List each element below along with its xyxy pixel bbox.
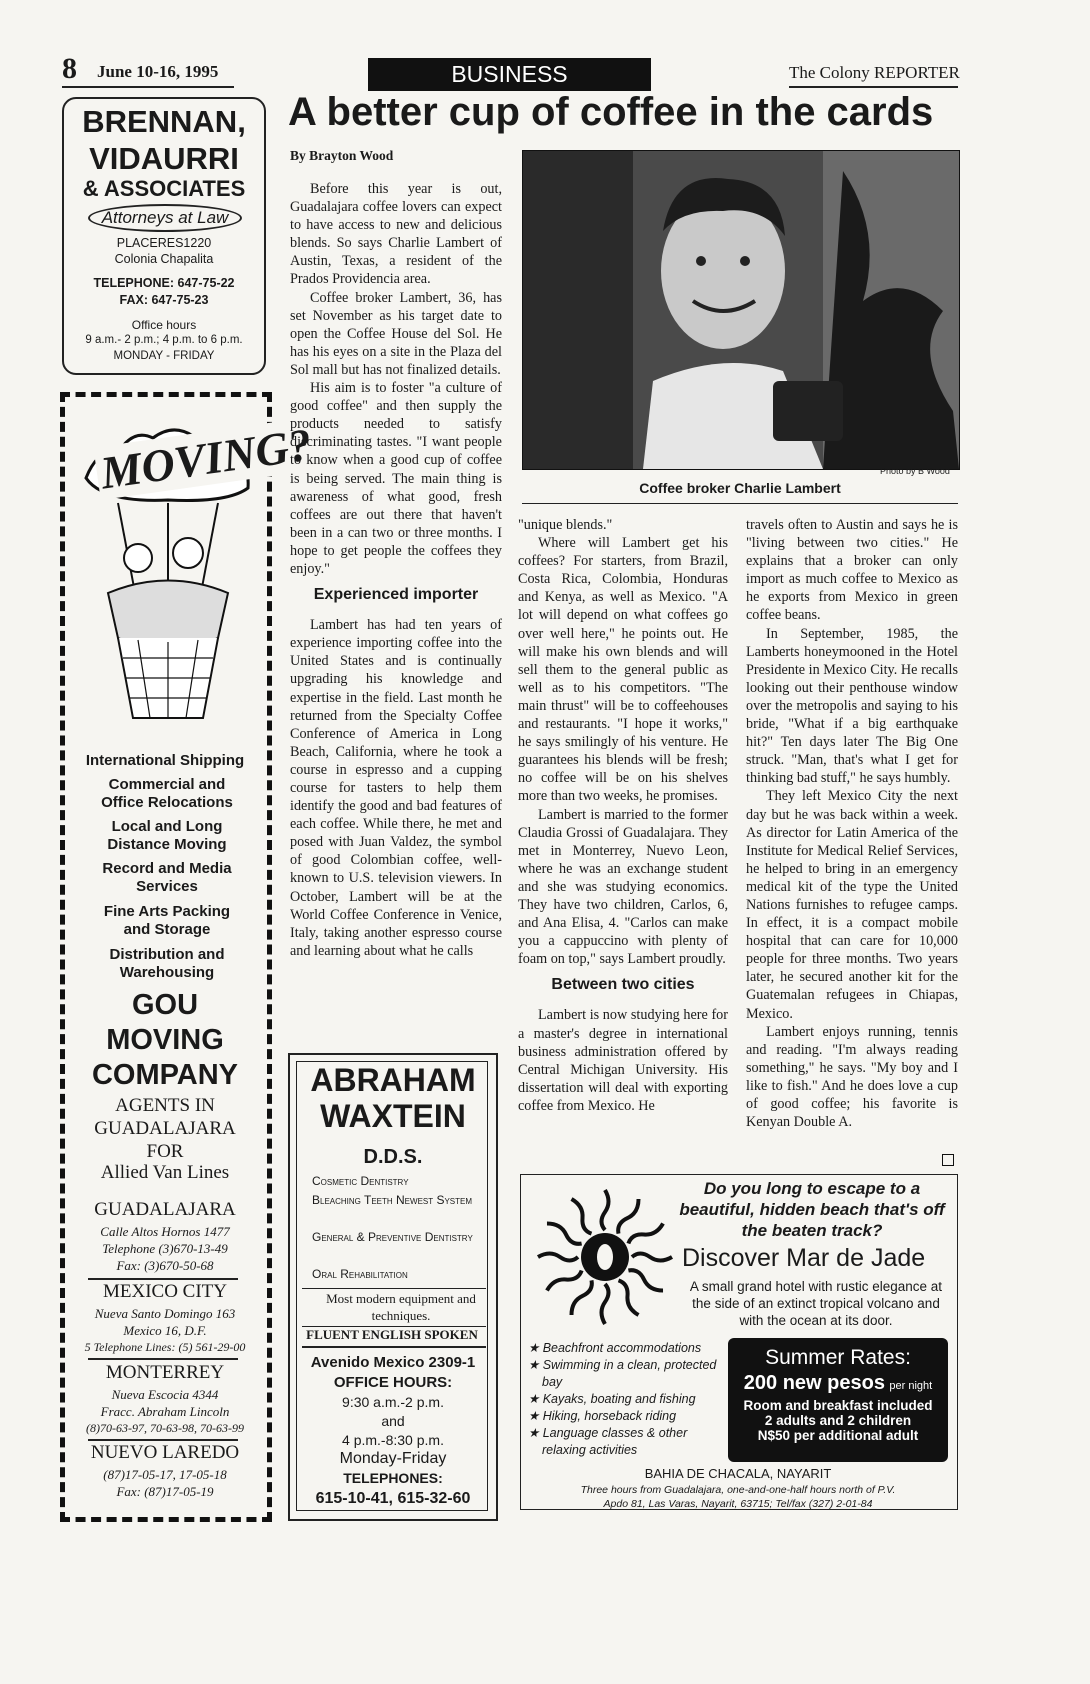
summer-rates-box [728, 1338, 948, 1462]
office-monterrey-line: Fracc. Abraham Lincoln [100, 1404, 230, 1419]
jade-headline: Do you long to escape to a beautiful, hidden beach that's off the beaten track? [679, 1179, 945, 1240]
rates-price-line [728, 1372, 948, 1395]
jade-feature [528, 1340, 724, 1459]
brennan-days: MONDAY - FRIDAY [113, 350, 215, 362]
jade-description: A small grand hotel with rustic elegance at the side of an extinct tropical volcano and with the ocean at its door. [689, 1279, 943, 1328]
brennan-hours-label: Office hours [131, 318, 197, 332]
brennan-line1: BRENNAN, [82, 104, 246, 139]
article-column-3 [746, 516, 958, 1131]
end-mark-icon [942, 1154, 954, 1166]
subhead-experienced-importer: Experienced importer [313, 586, 479, 604]
paragraph: In September, 1985, the Lamberts honeymooned in the Hotel Presidente in Mexico City. He recalls looking out their penthouse window over the metropolis and saying to his bride, "What if a big earthquake hit?" Ten days later The Big One struck. "Man, that's what I get for thinking bad stuff," he says humbly. [746, 625, 958, 787]
office-mexico-city: MEXICO CITY [102, 1281, 228, 1302]
waxtein-service: Cosmetic Dentistry [312, 1174, 409, 1188]
jade-location: BAHIA DE CHACALA, NAYARIT [644, 1466, 832, 1481]
office-nuevo-laredo-line: (87)17-05-17, 17-05-18 [103, 1467, 227, 1482]
jade-title: Discover Mar de Jade [682, 1244, 926, 1272]
jade-directions: Three hours from Guadalajara, one-and-one-half hours north of P.V. [580, 1484, 896, 1496]
waxtein-hours-title: OFFICE HOURS: [333, 1374, 453, 1391]
office-monterrey-city: MONTERREY [105, 1362, 225, 1383]
headline: A better cup of coffee in the cards [288, 90, 934, 134]
paragraph: Lambert has had ten years of experience importing coffee into the United States and is continually upgrading his knowledge and expertise in the field. Last month he returned from the Specialty Coffee Conference of America in Long Beach, California, where he took a course in espresso and a cupping course for tasters to help them identify the good and bad features of each coffee. While there, he met and posed with Juan Valdez, the symbol of good Colombian coffee, well-known to U.S. television viewers. In October, Lambert will be at the World Coffee Conference in Venice, Italy, taking another espresso course and learning about what he calls [290, 617, 502, 959]
paragraph: Lambert is married to the former Claudia Grossi of Guadalajara. They met in Monterrey, Nuevo Leon, where he was an exchange student and she was studying economics. They have two children, Carlos, 6, and Ana Elisa, 4. "Carlos can make you a cappuccino with plenty of foam on top," says Lambert proudly. [518, 806, 728, 968]
waxtein-equipment: Most modern equipment and techniques. [326, 1291, 476, 1323]
jade-contact: Apdo 81, Las Varas, Nayarit, 63715; Tel/fax (327) 2-01-84 [603, 1498, 873, 1510]
paragraph: Lambert is now studying here for a master's degree in international business administration offered by Central Michigan University. His dissertation will deal with exporting coffee from Mexico. He [518, 1007, 728, 1114]
moving-allied: Allied Van Lines [100, 1162, 230, 1183]
paragraph: Lambert enjoys running, tennis and reading. "I'm always reading something," he says. "My boy and I like to fish." And he does love a cup of good coffee; his favorite is Kenyan Double A. [746, 1023, 958, 1131]
brennan-address2: Colonia Chapalita [114, 252, 214, 266]
issue-date: June 10-16, 1995 [97, 62, 219, 81]
waxtein-name1: ABRAHAM [310, 1062, 476, 1098]
feature-item: ★ Kayaks, boating and fishing [528, 1392, 696, 1406]
office-monterrey-line: Nueva Escocia 4344 [111, 1387, 219, 1402]
waxtein-and: and [381, 1413, 405, 1429]
waxtein-degree: D.D.S. [363, 1146, 423, 1168]
paragraph: travels often to Austin and says he is "living between two cities." He explains that a broker can only import as much coffee to Mexico as he exports from Mexico in green coffee beans. [746, 517, 958, 624]
office-mexico-line: Nueva Santo Domingo 163 [94, 1306, 236, 1321]
paragraph: "unique blends." [518, 517, 613, 533]
office-guadalajara-line: Telephone (3)670-13-49 [102, 1241, 228, 1256]
brennan-line2: VIDAURRI [89, 141, 239, 176]
section-banner: BUSINESS [368, 58, 651, 91]
waxtein-service: Bleaching Teeth Newest System [312, 1193, 473, 1207]
waxtein-english: FLUENT ENGLISH SPOKEN [306, 1327, 478, 1342]
rates-price: 200 new pesos [743, 1372, 885, 1394]
waxtein-address: Avenido Mexico 2309-1 [310, 1354, 476, 1371]
service-distribution: Distribution and Warehousing [109, 946, 225, 981]
photo-charlie-lambert [522, 150, 960, 470]
rates-unit: per night [889, 1380, 933, 1392]
article-column-2 [518, 516, 728, 1115]
waxtein-service: General & Preventive Dentistry [312, 1230, 473, 1244]
rates-line: 2 adults and 2 children [764, 1413, 912, 1428]
waxtein-name2: WAXTEIN [320, 1098, 466, 1134]
service-international: International Shipping [85, 752, 245, 769]
sun-logo-icon [530, 1182, 680, 1332]
office-guadalajara-line: Fax: (3)670-50-68 [116, 1258, 214, 1273]
subhead-between-two-cities: Between two cities [551, 976, 695, 994]
brennan-telephone: TELEPHONE: 647-75-22 [93, 276, 235, 290]
waxtein-tel-title: TELEPHONES: [343, 1470, 443, 1486]
moving-company-name: GOU MOVING COMPANY [91, 989, 239, 1091]
feature-item: ★ Swimming in a clean, protected bay [528, 1358, 717, 1389]
waxtein-days: Monday-Friday [339, 1450, 447, 1467]
service-local: Local and Long Distance Moving [107, 818, 227, 853]
office-monterrey-line: (8)70-63-97, 70-63-98, 70-63-99 [86, 1421, 244, 1435]
waxtein-phones: 615-10-41, 615-32-60 [315, 1490, 471, 1507]
brennan-hours: 9 a.m.- 2 p.m.; 4 p.m. to 6 p.m. [85, 334, 243, 346]
rates-line: Room and breakfast included [743, 1398, 933, 1413]
byline: By Brayton Wood [290, 148, 394, 163]
feature-item: ★ Language classes & other relaxing activities [528, 1426, 688, 1457]
paragraph: They left Mexico City the next day but he was back within a week. As director for Latin America of the Institute for Medical Relief Services, he helped to bring in an emergency medical kit of the type the United Nations furnishes to refugee camps. In effect, it is a compact mobile hospital that can care for 10,000 people for three months. Two years later, he secured another kit for the Guatemalan refugees in Chiapas, Mexico. [746, 788, 958, 1022]
paragraph: Where will Lambert get his coffees? For starters, from Brazil, Costa Rica, Colombia, Honduras and Kenya, as well as Mexico. "A lot will depend on what coffees go over well here," he points out. He will make his own blends and will sell them to the general public as well as to his competitors. "The main thrust" will be to coffeehouses and restaurants. "I hope it works," he says smilingly of his venture. He guarantees his blends will be fresh; no coffee will be on his shelves more than two weeks, he promises. [518, 535, 728, 805]
attorneys-oval: Attorneys at Law [88, 204, 242, 232]
office-mexico-line: 5 Telephone Lines: (5) 561-29-00 [84, 1340, 246, 1354]
feature-item: ★ Hiking, horseback riding [528, 1409, 677, 1423]
waxtein-hours2: 4 p.m.-8:30 p.m. [342, 1432, 444, 1448]
article-column-1 [290, 180, 502, 960]
paragraph: His aim is to foster "a culture of good coffee" and then supply the products needed to satisfy discriminating tastes. "I want people to know when a good cup of coffee is being served. The main thing is awareness of what good, fresh coffees are out there that haven't been in a can two or three months. I hope to get people the coffees they enjoy." [290, 380, 502, 577]
office-guadalajara-line: Calle Altos Hornos 1477 [100, 1224, 230, 1239]
rates-title: Summer Rates: [765, 1346, 911, 1369]
paragraph: Before this year is out, Guadalajara coffee lovers can expect to have access to new and delicious blends. So says Charlie Lambert of Austin, Texas, a resident of the Prados Providencia area. [290, 181, 502, 288]
publication-name: The Colony REPORTER [789, 63, 960, 82]
office-nuevo-laredo-city: NUEVO LAREDO [90, 1442, 240, 1463]
paragraph: Coffee broker Lambert, 36, has set November as his target date to open the Coffee House del Sol. He has his eyes on a site in the Plaza del Sol mall but has not finalized details. [290, 289, 502, 378]
feature-item: ★ Beachfront accommodations [528, 1341, 702, 1355]
rates-line: N$50 per additional adult [757, 1428, 919, 1443]
service-commercial: Commercial and Office Relocations [101, 776, 233, 811]
moving-agents: AGENTS IN GUADALAJARA FOR [94, 1095, 236, 1162]
page-number: 8 [62, 52, 77, 85]
photo-credit: Photo by B Wood [880, 466, 950, 476]
photo-illustration [523, 151, 959, 469]
moving-art-word: MOVING? [93, 417, 318, 500]
waxtein-hours1: 9:30 a.m.-2 p.m. [342, 1394, 444, 1410]
brennan-line3: & ASSOCIATES [82, 176, 246, 201]
photo-caption: Coffee broker Charlie Lambert [639, 480, 841, 496]
office-nuevo-laredo-line: Fax: (87)17-05-19 [116, 1484, 214, 1499]
office-mexico-line: Mexico 16, D.F. [123, 1323, 207, 1338]
office-guadalajara-city: GUADALAJARA [94, 1199, 236, 1220]
brennan-fax: FAX: 647-75-23 [119, 293, 209, 307]
brennan-address1: PLACERES1220 [116, 236, 212, 250]
service-fine-arts: Fine Arts Packing and Storage [103, 903, 231, 938]
waxtein-service: Oral Rehabilitation [312, 1267, 408, 1281]
service-record: Record and Media Services [102, 860, 232, 895]
